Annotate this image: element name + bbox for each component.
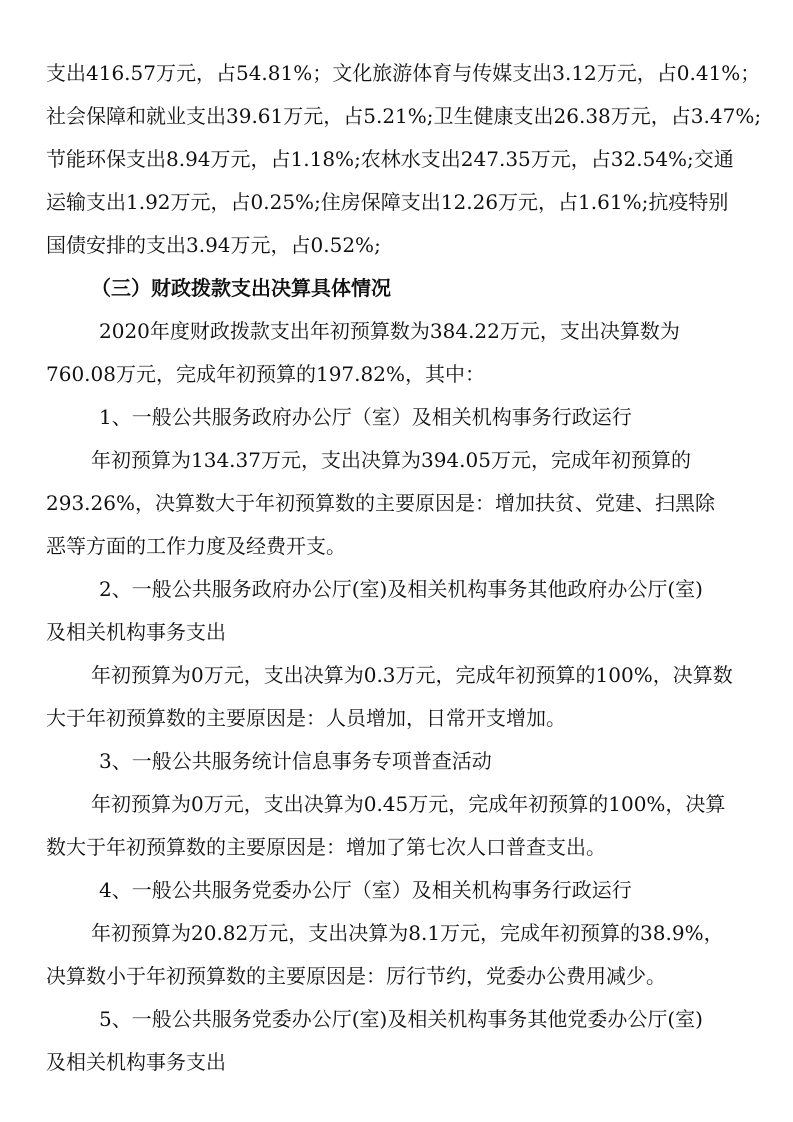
summary-line: 2020年度财政拨款支出年初预算数为384.22万元，支出决算数为: [99, 319, 680, 343]
section-heading: （三）财政拨款支出决算具体情况: [91, 276, 391, 300]
paragraph-line: 支出416.57万元，占54.81%；文化旅游体育与传媒支出3.12万元，占0.41%；: [46, 61, 761, 85]
item-title: 1、一般公共服务政府办公厅（室）及相关机构事务行政运行: [99, 405, 632, 429]
item-title: 及相关机构事务支出: [46, 1050, 226, 1074]
item-body-line: 决算数小于年初预算数的主要原因是：厉行节约，党委办公费用减少。: [46, 964, 666, 988]
summary-line: 760.08万元，完成年初预算的197.82%，其中：: [46, 362, 485, 386]
paragraph-line: 节能环保支出8.94万元，占1.18%;农林水支出247.35万元，占32.54%;交通: [46, 147, 734, 171]
item-body-line: 恶等方面的工作力度及经费开支。: [46, 534, 346, 558]
item-body-line: 年初预算为0万元，支出决算为0.3万元，完成年初预算的100%，决算数: [91, 663, 733, 687]
item-title: 3、一般公共服务统计信息事务专项普查活动: [99, 749, 492, 773]
paragraph-line: 国债安排的支出3.94万元，占0.52%;: [46, 233, 381, 257]
item-body-line: 数大于年初预算数的主要原因是：增加了第七次人口普查支出。: [46, 835, 606, 859]
item-title: 及相关机构事务支出: [46, 620, 226, 644]
item-body-line: 年初预算为0万元，支出决算为0.45万元，完成年初预算的100%，决算: [91, 792, 726, 816]
item-body-line: 大于年初预算数的主要原因是：人员增加，日常开支增加。: [46, 706, 566, 730]
item-title: 2、一般公共服务政府办公厅(室)及相关机构事务其他政府办公厅(室): [99, 577, 703, 601]
item-body-line: 年初预算为134.37万元，支出决算为394.05万元，完成年初预算的: [91, 448, 691, 472]
item-body-line: 293.26%，决算数大于年初预算数的主要原因是：增加扶贫、党建、扫黑除: [46, 491, 715, 515]
paragraph-line: 运输支出1.92万元，占0.25%;住房保障支出12.26万元，占1.61%;抗疫特别: [46, 190, 729, 214]
item-title: 4、一般公共服务党委办公厅（室）及相关机构事务行政运行: [99, 878, 632, 902]
paragraph-line: 社会保障和就业支出39.61万元，占5.21%;卫生健康支出26.38万元，占3.47%;: [46, 104, 762, 128]
item-title: 5、一般公共服务党委办公厅(室)及相关机构事务其他党委办公厅(室): [99, 1007, 703, 1031]
item-body-line: 年初预算为20.82万元，支出决算为8.1万元，完成年初预算的38.9%，: [91, 921, 724, 945]
